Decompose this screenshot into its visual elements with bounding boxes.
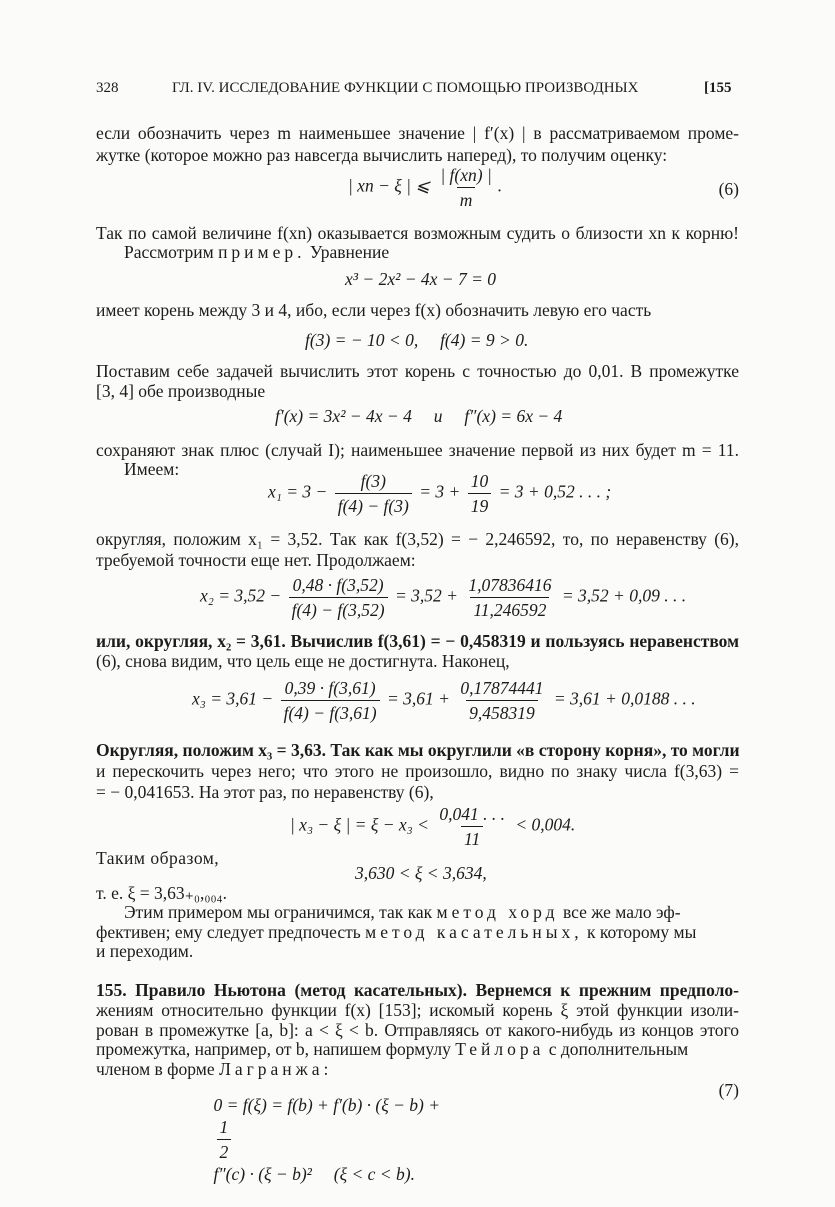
formula-bounds: 3,630 < ξ < 3,634,	[355, 863, 487, 883]
text-line: Таким образом,	[96, 848, 220, 868]
page-number: 328	[96, 80, 119, 96]
fraction: $\frac{1}{2}$	[217, 1116, 232, 1163]
text-line: (6), снова видим, что цель еще не достигнута. Наконец,	[96, 651, 510, 671]
text-line: или, округляя, x₂ = 3,61. Вычислив f(3,61) = − 0,458319 и пользуясь неравенством	[96, 631, 739, 651]
text-line: Так по самой величине f(xn) оказывается возможным судить о близости xn к корню!	[96, 223, 739, 243]
fraction: $\frac{0,48 \cdot f(3,52)}{f(4) - f(3,52)}$	[289, 574, 388, 621]
formula-x1: x₁ = 3 − $\frac{f(3)}{f(4) - f(3)}$ = 3 + $\frac{10}{19}$ = 3 + 0,52 . . . ;	[268, 471, 612, 516]
text-line: жутке (которое можно раз навсегда вычислить наперед), то получим оценку:	[96, 145, 668, 165]
text-line: округляя, положим x₁ = 3,52. Так как f(3,52) = − 2,246592, то, по неравенству (6),	[96, 529, 739, 549]
spaced-term: метод хорд	[436, 902, 559, 922]
text-line: т. е. ξ = 3,63₊₀,₀₀₄.	[96, 883, 228, 903]
text-line: Рассмотрим пример. Уравнение	[124, 242, 390, 262]
text-line: если обозначить через m наименьшее значение | f′(x) | в рассматриваемом проме-	[96, 123, 739, 143]
text-line: Имеем:	[124, 459, 180, 479]
formula-7: 0 = f(ξ) = f(b) + f′(b) · (ξ − b) + $\frac{1}{2}$ f″(c) · (ξ − b)² (ξ < c < b).	[213, 1095, 441, 1184]
text-line: Поставим себе задачей вычислить этот корень с точностью до 0,01. В промежутке	[96, 361, 739, 381]
fraction: $\frac{10}{19}$	[468, 470, 492, 517]
fraction	[437, 164, 494, 211]
spaced-term: пример.	[218, 242, 306, 262]
text-line: промежутка, например, от b, напишем формулу Тейлора с дополнительным	[96, 1039, 689, 1059]
equation-number: (6)	[718, 179, 739, 199]
spaced-term: метод касательных,	[365, 922, 583, 942]
section-heading-line: 155. Правило Ньютона (метод касательных). Вернемся к прежним предполо-	[96, 980, 739, 1000]
spaced-term: Тейлора	[455, 1039, 545, 1059]
text-line: фективен; ему следует предпочесть метод касательных, к которому мы	[96, 922, 697, 942]
text-line: [3, 4] обе производные	[96, 381, 266, 401]
equation-polynomial: x³ − 2x² − 4x − 7 = 0	[345, 269, 497, 289]
running-title: ГЛ. IV. ИССЛЕДОВАНИЕ ФУНКЦИИ С ПОМОЩЬЮ ПРОИЗВОДНЫХ	[172, 80, 639, 96]
spaced-term: Лагранжа:	[218, 1059, 333, 1079]
denominator: m	[457, 187, 476, 211]
text-line: сохраняют знак плюс (случай I); наименьшее значение первой из них будет m = 11.	[96, 440, 739, 460]
text-line: = − 0,041653. На этот раз, по неравенству (6),	[96, 782, 434, 802]
text-line: Этим примером мы ограничимся, так как метод хорд все же мало эф-	[124, 902, 681, 922]
text-line: требуемой точности еще нет. Продолжаем:	[96, 550, 416, 570]
formula-error-estimate: | x₃ − ξ | = ξ − x₃ < $\frac{0,041 . . .}{11}$ < 0,004.	[290, 804, 576, 849]
formula-6: | xn − ξ | ⩽ $\frac{| f(xn) |}{m}$ .	[348, 165, 503, 210]
fraction: $\frac{0,39 \cdot f(3,61)}{f(4) - f(3,61)}$	[281, 677, 380, 724]
equation-derivatives: f′(x) = 3x² − 4x − 4 и f″(x) = 6x − 4	[275, 406, 563, 426]
formula-text: | xn − ξ | ⩽	[348, 175, 430, 196]
text-line: и переходим.	[96, 941, 194, 961]
text-line: Округляя, положим x₃ = 3,63. Так как мы округлили «в сторону корня», то могли	[96, 740, 740, 760]
text-line: и перескочить через него; что этого не произошло, видно по знаку числа f(3,63) =	[96, 761, 739, 781]
numerator: | f(xn) |	[440, 165, 492, 185]
equation-values: f(3) = − 10 < 0, f(4) = 9 > 0.	[305, 330, 529, 350]
text-line: жениям относительно функции f(x) [153]; искомый корень ξ этой функции изоли-	[96, 1000, 739, 1020]
fraction: $\frac{0,041 . . .}{11}$	[439, 804, 505, 849]
text-line: членом в форме Лагранжа:	[96, 1059, 333, 1079]
fraction: $\frac{0,17874441}{9,458319}$	[460, 678, 544, 723]
formula-x2: x₂ = 3,52 − $\frac{0,48 \cdot f(3,52)}{f(4) - f(3,52)}$ = 3,52 + $\frac{1,07836416}{11,246592}$ = 3,52 + 0,09 . . .	[200, 575, 687, 620]
fraction: $\frac{1,07836416}{11,246592}$	[468, 575, 552, 620]
text-line: имеет корень между 3 и 4, ибо, если через f(x) обозначить левую его часть	[96, 300, 652, 320]
fraction: $\frac{f(3)}{f(4) - f(3)}$	[335, 470, 412, 517]
formula-x3: x₃ = 3,61 − $\frac{0,39 \cdot f(3,61)}{f(4) - f(3,61)}$ = 3,61 + $\frac{0,17874441}{9,458319}$ = 3,61 + 0,0188 . . .	[192, 678, 696, 723]
equation-number: (7)	[718, 1080, 739, 1100]
section-mark: [155	[704, 80, 732, 96]
text-line: рован в промежутке [a, b]: a < ξ < b. Отправляясь от какого-нибудь из концов этого	[96, 1020, 739, 1040]
